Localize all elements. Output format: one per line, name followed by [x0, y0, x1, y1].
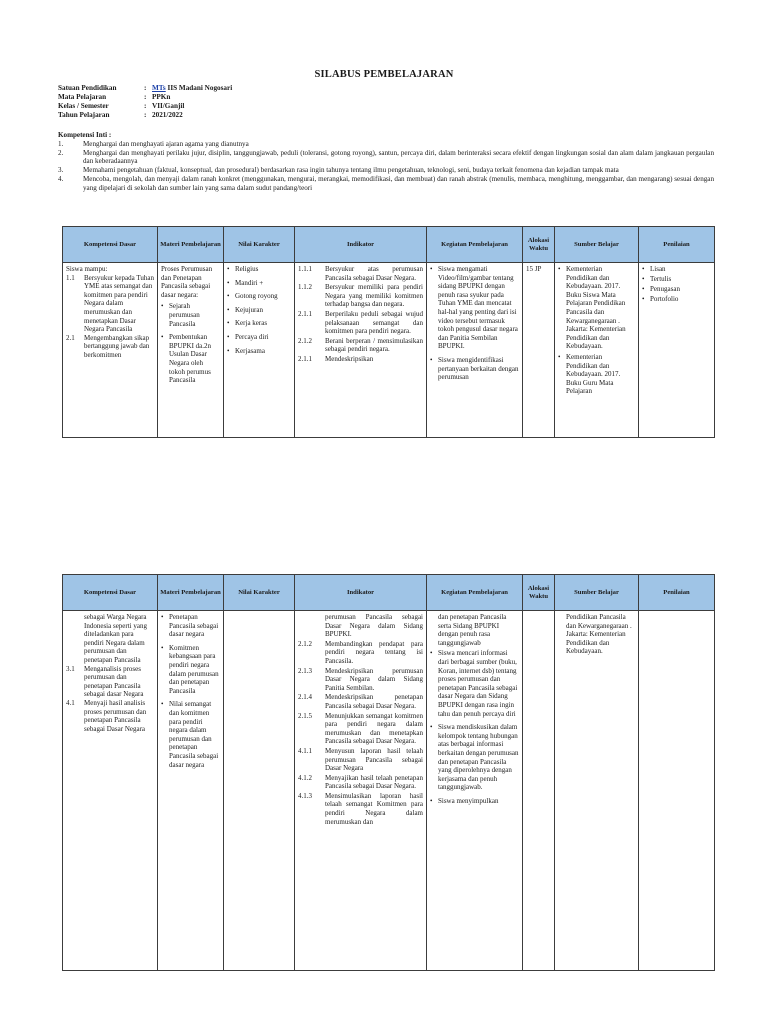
bullet-text: Sejarah perumusan Pancasila [169, 302, 200, 328]
bullet-icon: • [430, 265, 433, 273]
penilaian-cell [639, 263, 715, 438]
bullet-text: Kementerian Pendidikan dan Kebudayaan. 2017. Buku Guru Mata Pelajaran [566, 352, 621, 396]
item-number: 1.1.2 [298, 283, 312, 292]
kompetensi-inti-item [58, 149, 714, 167]
bullet-icon: • [558, 352, 561, 361]
kompetensi-dasar-cell [63, 611, 158, 971]
column-header: Alokasi Waktu [523, 575, 555, 611]
bullet-item [642, 285, 711, 293]
identity-value-text: IIS Madani Nogosari [165, 84, 233, 92]
kegiatan-cell [427, 611, 523, 971]
kompetensi-inti-number: 2. [58, 148, 64, 157]
numbered-item [298, 747, 423, 773]
column-header: Alokasi Waktu [523, 227, 555, 263]
column-header: Kegiatan Pembelajaran [427, 227, 523, 263]
bullet-text: Siswa mengidentifikasi pertanyaan berkaitan dengan perumusan [438, 355, 519, 382]
bullet-icon: • [161, 613, 164, 621]
identity-value [152, 84, 232, 93]
bullet-text: Tertulis [650, 275, 672, 283]
bullet-text: Kementerian Pendidikan dan Kebudayaan. 2017. Buku Siswa Mata Pelajaran Pendidikan Pancasila dan Kewarganegaraan . Jakarta: Kementerian Pendidikan dan Kebudayaan. [566, 265, 626, 351]
identity-row [58, 93, 232, 102]
bullet-icon: • [430, 355, 433, 364]
bullet-icon: • [430, 723, 433, 732]
item-number: 4.1 [66, 698, 75, 707]
identity-row [58, 102, 232, 111]
bullet-icon: • [161, 643, 164, 652]
kompetensi-inti-list [58, 140, 714, 193]
bullet-text: Kejujuran [235, 305, 263, 314]
numbered-item [298, 337, 423, 354]
item-text: Berperilaku peduli sebagai wujud pelaksanaan semangat dan komitmen para pendiri negara. [325, 309, 423, 336]
numbered-item [298, 792, 423, 826]
item-number: 1.1.1 [298, 265, 312, 273]
identity-key: Kelas / Semester [58, 102, 109, 110]
bullet-item [227, 265, 291, 274]
bullet-item [161, 700, 220, 769]
bullet-text: Komitmen kebangsaan para pendiri negara dalam perumusan dan penetapan Pancasila [169, 643, 219, 695]
bullet-item [161, 613, 220, 639]
bullet-icon: • [642, 285, 645, 293]
kompetensi-inti-text: Mencoba, mengolah, dan menyaji dalam ranah konkret (menggunakan, mengurai, merangkai, memodifikasi, dan membuat) dan ranah abstrak (menulis, membaca, menghitung, menggambar, dan mengarang) sesuai dengan yang dipelajari di sekolah dan sumber lain yang sama dalam sudut pandang/teori [83, 174, 714, 192]
column-header: Indikator [295, 575, 427, 611]
column-header: Nilai Karakter [224, 227, 295, 263]
item-text: Mendeskripsikan perumusan Dasar Negara dalam Sidang Panitia Sembilan. [325, 666, 423, 692]
bullet-item [227, 306, 291, 315]
item-text: Mensimulasikan laporan hasil telaah semangat Komitmen para pendiri Negara dalam merumuskan dan [325, 791, 423, 826]
kd-intro: Siswa mampu: [66, 265, 108, 273]
numbered-item [298, 265, 423, 282]
item-text: Mengembangkan sikap bertanggung jawab dan berkomitmen [84, 333, 150, 359]
column-header: Penilaian [639, 227, 715, 263]
sumber-belajar-list [558, 265, 635, 396]
column-header: Kegiatan Pembelajaran [427, 575, 523, 611]
bullet-icon: • [227, 332, 230, 341]
identity-row [58, 111, 232, 120]
bullet-item [558, 353, 635, 396]
syllabus-table-1 [62, 226, 715, 438]
bullet-item [227, 292, 291, 301]
table-header-row [63, 575, 715, 611]
bullet-text: Siswa mencari informasi dari berbagai sumber (buku, Koran, internet dsb) tentang proses perumusan dan penetapan Pancasila sebagai dasar Negara dan Sidang BPUPKI dengan rasa ingin tahu dan penuh percaya diri [438, 649, 518, 718]
bullet-text: Percaya diri [235, 332, 269, 341]
bullet-icon: • [227, 346, 230, 355]
identity-value [152, 93, 170, 102]
bullet-item [227, 279, 291, 288]
item-text: Bersyukur kepada Tuhan YME atas semangat dan komitmen para pendiri Negara dalam merumuskan dan menetapkan Dasar Negara Pancasila [84, 273, 154, 334]
alokasi-waktu-cell [523, 611, 555, 971]
column-header: Sumber Belajar [555, 227, 639, 263]
column-header: Materi Pembelajaran [158, 575, 224, 611]
numbered-item [66, 665, 154, 699]
kompetensi-inti-item [58, 166, 714, 175]
bullet-text: Siswa mendiskusikan dalam kelompok tentang hubungan atas berbagai informasi berkaitan dengan perumusan dan penetapan Pancasila yang diperolehnya dengan kerjasama dan penuh tanggungjawab. [438, 723, 519, 792]
item-number: 4.1.3 [298, 791, 312, 800]
identity-value-link: MTs [152, 84, 166, 92]
identity-colon: : [144, 111, 147, 119]
column-header: Nilai Karakter [224, 575, 295, 611]
identity-block [58, 84, 232, 120]
column-header: Penilaian [639, 575, 715, 611]
bullet-icon: • [161, 700, 164, 709]
kd-list [66, 665, 154, 734]
table-row [63, 611, 715, 971]
item-text: Bersyukur memiliki para pendiri Negara yang memiliki komitmen terhadap bangsa dan negara. [325, 283, 423, 309]
item-text: Berani berperan / mensimulasikan sebagai pendiri negara. [325, 336, 423, 354]
kompetensi-inti-item [58, 175, 714, 193]
indikator-cell [295, 611, 427, 971]
identity-value-text: 2021/2022 [152, 111, 183, 119]
identity-colon: : [144, 93, 147, 101]
materi-list [161, 302, 220, 384]
item-text: Bersyukur atas perumusan Pancasila sebagai Dasar Negara. [325, 265, 423, 282]
indikator-continued: perumusan Pancasila sebagai Dasar Negara dalam Sidang BPUPKI. [325, 613, 423, 639]
bullet-text: Portofolio [650, 295, 679, 303]
sumber-belajar-cell [555, 263, 639, 438]
syllabus-table-2 [62, 574, 715, 971]
item-number: 2.1.1 [298, 354, 312, 363]
bullet-icon: • [558, 265, 561, 273]
materi-cell [158, 611, 224, 971]
bullet-icon: • [642, 265, 645, 273]
indikator-list [298, 265, 423, 364]
item-text: Menganalisis proses perumusan dan penetapan Pancasila sebagai dasar Negara [84, 664, 144, 699]
item-number: 2.1.4 [298, 693, 312, 702]
document-title: SILABUS PEMBELAJARAN [314, 69, 454, 80]
bullet-icon: • [430, 796, 433, 805]
kegiatan-cell [427, 263, 523, 438]
item-text: Membandingkan pendapat para pendiri negara tentang isi Pancasila. [325, 639, 423, 665]
numbered-item [298, 355, 423, 364]
bullet-item [642, 295, 711, 303]
kompetensi-dasar-cell [63, 263, 158, 438]
bullet-text: Lisan [650, 265, 666, 273]
bullet-item [161, 302, 220, 328]
bullet-item [227, 333, 291, 342]
item-text: Menyusun laporan hasil telaah perumusan Pancasila sebagai Dasar Negara [325, 746, 423, 773]
bullet-item [161, 333, 220, 385]
alokasi-waktu-value: 15 JP [526, 265, 542, 273]
numbered-item [66, 334, 154, 360]
materi-cell [158, 263, 224, 438]
bullet-icon: • [161, 333, 164, 342]
bullet-item [161, 644, 220, 696]
identity-value [152, 102, 184, 111]
bullet-icon: • [642, 295, 645, 303]
bullet-item [430, 356, 519, 382]
item-number: 2.1.5 [298, 711, 312, 720]
indikator-list [298, 640, 423, 826]
kompetensi-inti [58, 131, 714, 193]
column-header: Sumber Belajar [555, 575, 639, 611]
column-header: Kompetensi Dasar [63, 227, 158, 263]
numbered-item [66, 699, 154, 733]
bullet-item [430, 723, 519, 792]
penilaian-list [642, 265, 711, 303]
numbered-item [298, 667, 423, 693]
item-number: 2.1.3 [298, 666, 312, 675]
kompetensi-inti-number: 1. [58, 139, 64, 148]
nilai-karakter-list [227, 265, 291, 355]
item-text: Menunjukkan semangat komitmen para pendiri negara dalam merumuskan dan menetapkan Pancasila sebagai Dasar Negara. [325, 711, 423, 746]
identity-colon: : [144, 102, 147, 110]
bullet-icon: • [227, 305, 230, 314]
materi-intro: Proses Perumusan dan Penetapan Pancasila sebagai dasar negara: [161, 265, 213, 299]
bullet-item [642, 275, 711, 283]
identity-value-text: VII/Ganjil [152, 102, 185, 110]
table-header-row [63, 227, 715, 263]
item-text: Mendeskripsikan [325, 354, 374, 363]
penilaian-cell [639, 611, 715, 971]
numbered-item [298, 774, 423, 791]
kd-continued: sebagai Warga Negara Indonesia seperti yang diteladankan para pendiri Negara dalam perumusan dan penetapan Pancasila [84, 613, 147, 664]
item-number: 1.1 [66, 273, 75, 282]
bullet-text: Kerjasama [235, 346, 265, 355]
item-text: Mendeskripsikan penetapan Pancasila sebagai Dasar Negara. [325, 693, 423, 710]
bullet-text: Mandiri + [235, 278, 264, 287]
identity-colon: : [144, 84, 147, 92]
numbered-item [298, 283, 423, 309]
identity-value [152, 111, 183, 120]
kompetensi-inti-text: Menghargai dan menghayati perilaku jujur, disiplin, tanggungjawab, peduli (toleransi, gotong royong), santun, percaya diri, dalam berinteraksi secara efektif dengan lingkungan sosial dan alam dalam jangkauan pergaulan dan keberadaannya [83, 148, 714, 166]
kegiatan-continued: dan penetapan Pancasila serta Sidang BPUPKI dengan penuh rasa tanggungjawab [438, 613, 507, 647]
sumber-belajar-cell [555, 611, 639, 971]
kompetensi-inti-text: Menghargai dan menghayati ajaran agama yang dianutnya [83, 139, 249, 148]
column-header: Materi Pembelajaran [158, 227, 224, 263]
bullet-text: Pembentukan BPUPKI da.2n Usulan Dasar Negara oleh tokoh perumus Pancasila [169, 333, 212, 385]
identity-row [58, 84, 232, 93]
item-number: 2.1 [66, 333, 75, 342]
materi-list [161, 613, 220, 769]
item-number: 4.1.2 [298, 773, 312, 782]
kompetensi-inti-number: 3. [58, 166, 64, 175]
identity-key: Mata Pelajaran [58, 93, 107, 101]
kompetensi-inti-item [58, 140, 714, 149]
bullet-item [430, 649, 519, 718]
numbered-item [298, 640, 423, 666]
bullet-text: Penugasan [650, 285, 680, 293]
bullet-item [642, 265, 711, 273]
kegiatan-list [430, 649, 519, 805]
bullet-item [227, 347, 291, 356]
column-header: Indikator [295, 227, 427, 263]
item-number: 4.1.1 [298, 746, 312, 755]
item-number: 2.1.2 [298, 336, 312, 345]
numbered-item [66, 274, 154, 334]
kd-list [66, 274, 154, 360]
item-text: Menyajikan hasil telaah penetapan Pancasila sebagai Dasar Negara. [325, 773, 423, 791]
item-number: 2.1.1 [298, 309, 312, 318]
alokasi-waktu-cell [523, 263, 555, 438]
bullet-item [430, 797, 519, 806]
item-number: 3.1 [66, 664, 75, 673]
bullet-icon: • [227, 278, 230, 287]
bullet-text: Kerja keras [235, 319, 268, 328]
bullet-text: Gotong royong [235, 292, 278, 301]
bullet-icon: • [430, 649, 433, 658]
bullet-icon: • [161, 302, 164, 311]
column-header: Kompetensi Dasar [63, 575, 158, 611]
numbered-item [298, 693, 423, 710]
bullet-text: Penetapan Pancasila sebagai dasar negara [169, 613, 219, 639]
bullet-text: Nilai semangat dan komitmen para pendiri negara dalam perumusan dan penetapan Pancasila sebagai dasar negara [169, 700, 219, 769]
sumber-continued: Pendidikan Pancasila dan Kewarganegaraan . Jakarta: Kementerian Pendidikan dan Kebudayaan. [566, 613, 632, 656]
bullet-icon: • [227, 265, 230, 273]
identity-key: Satuan Pendidikan [58, 84, 117, 92]
bullet-text: Siswa mengamati Video/film/gambar tentang sidang BPUPKI dengan penuh rasa syukur pada Tuhan YME dan mencatat hal-hal yang penting dari isi video tersebut termasuk tokoh pengusul dasar negara dan Panitia Sembilan BPUPKI. [438, 265, 518, 351]
kompetensi-inti-number: 4. [58, 174, 64, 183]
bullet-item [227, 319, 291, 328]
bullet-icon: • [227, 292, 230, 301]
numbered-item [298, 310, 423, 336]
numbered-item [298, 712, 423, 746]
bullet-text: Religius [235, 265, 259, 273]
nilai-karakter-cell [224, 611, 295, 971]
bullet-item [430, 265, 519, 351]
item-number: 2.1.2 [298, 639, 312, 648]
bullet-icon: • [227, 319, 230, 328]
identity-value-text: PPKn [152, 93, 171, 101]
kegiatan-list [430, 265, 519, 382]
bullet-text: Siswa menyimpulkan [438, 796, 499, 805]
nilai-karakter-cell [224, 263, 295, 438]
indikator-cell [295, 263, 427, 438]
identity-key: Tahun Pelajaran [58, 111, 110, 119]
kompetensi-inti-text: Memahami pengetahuan (faktual, konseptual, dan prosedural) berdasarkan rasa ingin tahunya tentang ilmu pengetahuan, teknologi, seni, budaya terkait fenomena dan kejadian tampak mata [83, 166, 619, 175]
bullet-item [558, 265, 635, 351]
kompetensi-inti-title: Kompetensi Inti : [58, 131, 112, 139]
item-text: Menyaji hasil analisis proses perumusan dan penetapan Pancasila sebagai Dasar Negara [84, 698, 147, 733]
bullet-icon: • [642, 275, 645, 283]
table-row [63, 263, 715, 438]
